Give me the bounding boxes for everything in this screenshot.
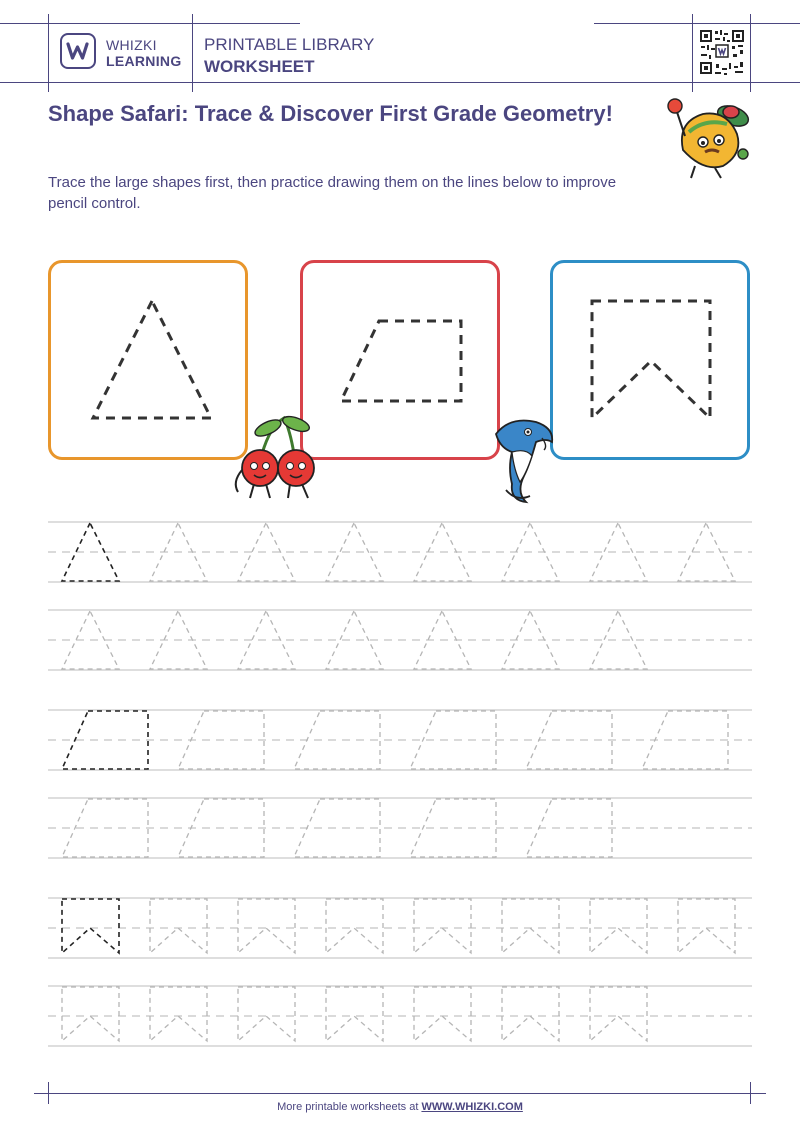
notched-rectangle-trace-shape[interactable] [590,987,647,1041]
whizki-logo [60,33,96,69]
practice-area [0,500,800,1060]
footer-prefix: More printable worksheets at [277,1101,422,1113]
notched-rectangle-trace-shape[interactable] [150,899,207,953]
header-divider-right [692,14,693,92]
header-top-rule-right [594,23,800,24]
notched-rectangle-trace-shape[interactable] [238,987,295,1041]
triangle-trace-icon[interactable] [51,263,245,457]
library-label: PRINTABLE LIBRARY [204,35,375,54]
page-title: Shape Safari: Trace & Discover First Grade Geometry! [48,101,613,126]
trapezoid-shape-card [300,260,500,460]
header-divider-left [48,14,49,92]
practice-row-6[interactable] [48,986,752,1046]
practice-row-4[interactable] [48,798,752,858]
notched-rectangle-shape-card [550,260,750,460]
w-logo-icon [62,35,93,66]
notched-rectangle-trace-icon[interactable] [553,263,747,457]
notched-rectangle-trace-shape[interactable] [502,987,559,1041]
cherries-mascot-icon [226,412,326,504]
triangle-shape-card [48,260,248,460]
instructions: Trace the large shapes first, then practice drawing them on the lines below to improve pencil control. [48,174,617,212]
notched-rectangle-trace-shape[interactable] [150,987,207,1041]
practice-row-2[interactable] [48,610,752,670]
footer-link[interactable]: WWW.WHIZKI.COM [421,1101,523,1113]
header-divider-end [750,14,751,92]
notched-rectangle-model-shape[interactable] [62,899,119,953]
qr-code-icon[interactable] [698,28,746,76]
trapezoid-trace-shape[interactable] [294,799,380,857]
brand-name: WHIZKI [106,37,157,53]
notched-rectangle-trace-shape[interactable] [590,899,647,953]
header-top-rule [0,23,300,24]
notched-rectangle-trace-shape[interactable] [502,899,559,953]
taco-mascot-icon [655,92,755,182]
worksheet-label: WORKSHEET [204,57,315,76]
footer-rule [34,1093,766,1094]
notched-rectangle-trace-shape[interactable] [326,899,383,953]
header-bottom-rule [0,82,800,83]
notched-rectangle-trace-shape[interactable] [414,899,471,953]
notched-rectangle-trace-shape[interactable] [326,987,383,1041]
trapezoid-trace-shape[interactable] [294,711,380,769]
notched-rectangle-trace-shape[interactable] [678,899,735,953]
header-divider-mid [192,14,193,92]
dolphin-mascot-icon [486,412,560,508]
practice-row-5[interactable] [48,898,752,958]
footer-note [0,1101,800,1113]
practice-row-1[interactable] [48,522,752,582]
notched-rectangle-trace-shape[interactable] [414,987,471,1041]
brand-subname: LEARNING [106,53,182,69]
notched-rectangle-trace-shape[interactable] [238,899,295,953]
practice-row-3[interactable] [48,710,752,770]
trapezoid-trace-icon[interactable] [303,263,497,457]
notched-rectangle-trace-shape[interactable] [62,987,119,1041]
